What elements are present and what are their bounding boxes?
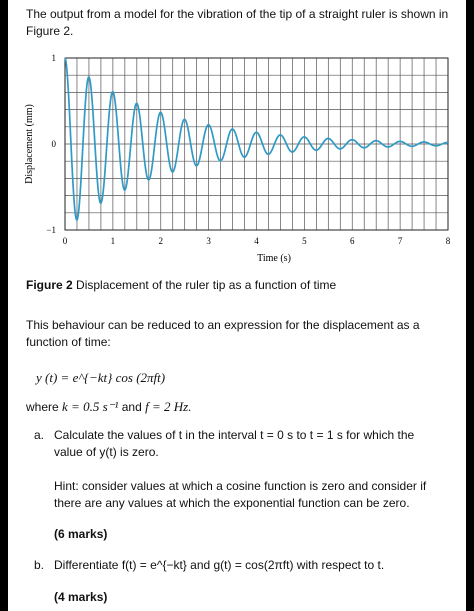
x-tick-label: 3 — [206, 236, 211, 246]
question-b-marks: (4 marks) — [54, 590, 108, 604]
figure-caption-label: Figure 2 — [26, 278, 73, 292]
y-tick-label: 1 — [51, 53, 56, 63]
question-a-line-1: Calculate the values of t in the interval t = 0 s to t = 1 s for which the — [54, 428, 415, 442]
displacement-chart — [8, 46, 466, 308]
y-axis-label: Displacement (mm) — [24, 104, 35, 184]
hint-line-2: there are any values at which the exponential function can be zero. — [54, 496, 410, 510]
where-word: where — [26, 400, 59, 414]
x-axis-label: Time (s) — [257, 253, 291, 264]
figure-caption-text: Displacement of the ruler tip as a function of time — [76, 278, 337, 292]
hint-line-1: Hint: consider values at which a cosine function is zero and consider if — [54, 479, 427, 493]
x-tick-label: 5 — [302, 236, 307, 246]
x-tick-label: 1 — [110, 236, 116, 246]
f-value: f = 2 Hz. — [145, 399, 192, 414]
x-tick-label: 0 — [62, 236, 68, 246]
document-page — [8, 0, 466, 611]
question-a-marks: (6 marks) — [54, 527, 108, 541]
question-b-letter: b. — [34, 558, 45, 572]
equation: y (t) = e^{−kt} cos (2πft) — [36, 370, 166, 385]
y-tick-label: 0 — [51, 139, 56, 149]
y-tick-label: −1 — [46, 225, 56, 235]
intro-text: The output from a model for the vibration of the tip of a straight ruler is shown in Figure 2. — [26, 7, 449, 38]
x-tick-label: 2 — [158, 236, 163, 246]
where-line — [26, 398, 191, 416]
and-word: and — [121, 400, 142, 414]
behaviour-text: This behaviour can be reduced to an expression for the displacement as a function of time: — [26, 318, 420, 349]
question-b-text: Differentiate f(t) = e^{−kt} and g(t) = cos(2πft) with respect to t. — [54, 558, 385, 572]
figure-caption — [26, 277, 336, 294]
chart-grid — [65, 58, 448, 230]
x-tick-label: 6 — [350, 236, 355, 246]
x-tick-label: 7 — [397, 236, 403, 246]
question-a-line-2: value of y(t) is zero. — [54, 445, 159, 459]
x-tick-label: 4 — [254, 236, 259, 246]
k-value: k = 0.5 s⁻¹ — [62, 399, 119, 414]
question-a-letter: a. — [34, 428, 45, 442]
x-tick-label: 8 — [445, 236, 451, 246]
